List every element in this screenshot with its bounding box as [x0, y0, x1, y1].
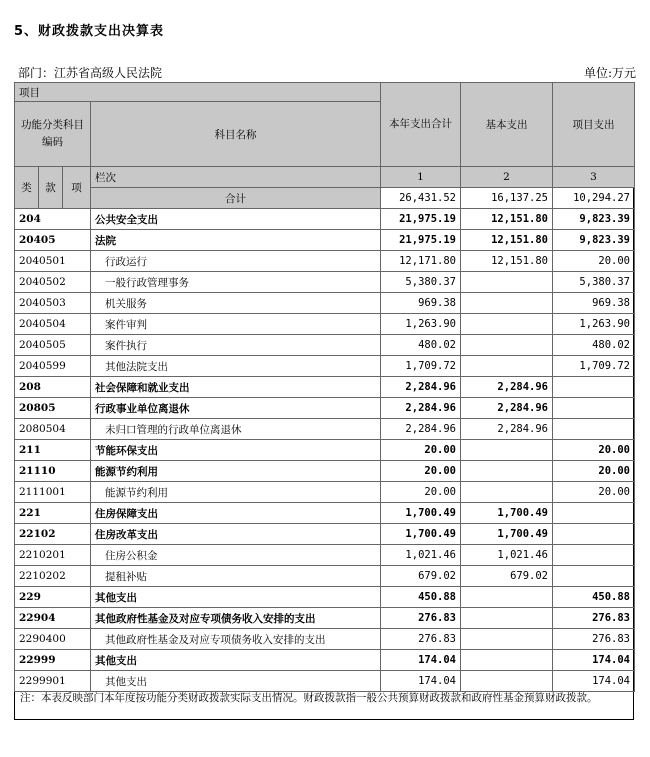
row-total: 20.00: [381, 482, 461, 503]
row-project: 174.04: [553, 650, 635, 671]
row-project: [553, 377, 635, 398]
row-code: 2040501: [15, 251, 91, 272]
row-code: 21110: [15, 461, 91, 482]
row-basic: [461, 671, 553, 692]
row-basic: 12,151.80: [461, 209, 553, 230]
row-project: 9,823.39: [553, 209, 635, 230]
row-project: [553, 566, 635, 587]
row-name: 节能环保支出: [91, 440, 381, 461]
row-code: 22102: [15, 524, 91, 545]
row-name: 社会保障和就业支出: [91, 377, 381, 398]
row-code: 208: [15, 377, 91, 398]
row-project: 5,380.37: [553, 272, 635, 293]
table-row: [15, 377, 635, 398]
row-code: 2040502: [15, 272, 91, 293]
row-name: 一般行政管理事务: [91, 272, 381, 293]
row-code: 2111001: [15, 482, 91, 503]
table-row: [15, 356, 635, 377]
table-row: [15, 461, 635, 482]
row-name: 住房公积金: [91, 545, 381, 566]
header-kuan: 款: [39, 167, 63, 209]
table-row: [15, 335, 635, 356]
row-project: [553, 419, 635, 440]
row-name: 其他法院支出: [91, 356, 381, 377]
header-col-project: 项目支出: [553, 83, 635, 167]
row-name: 其他支出: [91, 650, 381, 671]
row-basic: [461, 629, 553, 650]
row-name: 其他政府性基金及对应专项债务收入安排的支出: [91, 608, 381, 629]
row-name: 机关服务: [91, 293, 381, 314]
row-project: 450.88: [553, 587, 635, 608]
row-name: 案件执行: [91, 335, 381, 356]
row-basic: 1,021.46: [461, 545, 553, 566]
row-code: 2040503: [15, 293, 91, 314]
header-subject-name: 科目名称: [91, 102, 381, 167]
row-name: 公共安全支出: [91, 209, 381, 230]
header-idx-1: 1: [381, 167, 461, 188]
row-name: 其他支出: [91, 587, 381, 608]
row-code: 221: [15, 503, 91, 524]
row-total: 21,975.19: [381, 230, 461, 251]
header-lei: 类: [15, 167, 39, 209]
row-total: 20.00: [381, 440, 461, 461]
total-total: 26,431.52: [381, 188, 461, 209]
row-total: 1,700.49: [381, 524, 461, 545]
header-func-code: 功能分类科目编码: [15, 102, 91, 167]
table-row: [15, 314, 635, 335]
row-basic: [461, 314, 553, 335]
header-idx-3: 3: [553, 167, 635, 188]
row-project: 276.83: [553, 608, 635, 629]
table-row: [15, 209, 635, 230]
row-project: 20.00: [553, 482, 635, 503]
footnote: 注：本表反映部门本年度按功能分类财政拨款实际支出情况。财政拨款指一般公共预算财政拨款和政府性基金预算财政拨款。: [20, 692, 598, 704]
row-total: 450.88: [381, 587, 461, 608]
row-code: 2210202: [15, 566, 91, 587]
row-name: 能源节约利用: [91, 482, 381, 503]
row-total: 2,284.96: [381, 377, 461, 398]
row-total: 20.00: [381, 461, 461, 482]
row-total: 969.38: [381, 293, 461, 314]
row-project: [553, 545, 635, 566]
row-basic: 2,284.96: [461, 419, 553, 440]
row-total: 1,700.49: [381, 503, 461, 524]
row-project: 9,823.39: [553, 230, 635, 251]
row-basic: 2,284.96: [461, 377, 553, 398]
row-basic: [461, 650, 553, 671]
table-row: [15, 524, 635, 545]
row-total: 2,284.96: [381, 419, 461, 440]
header-idx-2: 2: [461, 167, 553, 188]
row-code: 22904: [15, 608, 91, 629]
table-row: [15, 251, 635, 272]
row-basic: [461, 293, 553, 314]
row-code: 2080504: [15, 419, 91, 440]
table-row: [15, 608, 635, 629]
row-basic: [461, 482, 553, 503]
row-total: 174.04: [381, 671, 461, 692]
row-project: 969.38: [553, 293, 635, 314]
row-code: 229: [15, 587, 91, 608]
row-total: 480.02: [381, 335, 461, 356]
row-code: 2040505: [15, 335, 91, 356]
row-basic: [461, 440, 553, 461]
row-total: 1,021.46: [381, 545, 461, 566]
department-label: 部门：江苏省高级人民法院: [18, 66, 163, 80]
page-title: 5、财政拨款支出决算表: [14, 24, 165, 39]
row-project: [553, 503, 635, 524]
row-name: 行政运行: [91, 251, 381, 272]
row-total: 5,380.37: [381, 272, 461, 293]
header-col-basic: 基本支出: [461, 83, 553, 167]
table-row: [15, 587, 635, 608]
row-basic: [461, 608, 553, 629]
table-row: [15, 671, 635, 692]
header-project: 项目: [15, 83, 381, 102]
table-row: [15, 293, 635, 314]
row-project: [553, 398, 635, 419]
row-name: 提租补贴: [91, 566, 381, 587]
unit-label: 单位:万元: [583, 66, 636, 80]
row-total: 2,284.96: [381, 398, 461, 419]
row-total: 21,975.19: [381, 209, 461, 230]
header-seq: 栏次: [91, 167, 381, 188]
row-basic: 679.02: [461, 566, 553, 587]
table-row: [15, 272, 635, 293]
table-row: [15, 650, 635, 671]
row-basic: [461, 461, 553, 482]
row-basic: 12,151.80: [461, 251, 553, 272]
row-project: 20.00: [553, 440, 635, 461]
table-row: [15, 230, 635, 251]
row-code: 2210201: [15, 545, 91, 566]
row-project: 20.00: [553, 251, 635, 272]
row-project: 276.83: [553, 629, 635, 650]
row-name: 其他政府性基金及对应专项债务收入安排的支出: [91, 629, 381, 650]
row-basic: 1,700.49: [461, 524, 553, 545]
row-total: 1,709.72: [381, 356, 461, 377]
total-label: 合计: [91, 188, 381, 209]
table-row: [15, 629, 635, 650]
table-row: [15, 440, 635, 461]
row-total: 276.83: [381, 629, 461, 650]
row-code: 20405: [15, 230, 91, 251]
table-row: [15, 566, 635, 587]
row-code: 2040504: [15, 314, 91, 335]
row-name: 法院: [91, 230, 381, 251]
row-basic: [461, 587, 553, 608]
row-project: 1,709.72: [553, 356, 635, 377]
row-code: 204: [15, 209, 91, 230]
row-code: 2299901: [15, 671, 91, 692]
row-name: 案件审判: [91, 314, 381, 335]
row-basic: 12,151.80: [461, 230, 553, 251]
header-col-total: 本年支出合计: [381, 83, 461, 167]
table-row: [15, 482, 635, 503]
row-code: 22999: [15, 650, 91, 671]
row-total: 1,263.90: [381, 314, 461, 335]
row-basic: [461, 335, 553, 356]
row-basic: 2,284.96: [461, 398, 553, 419]
total-basic: 16,137.25: [461, 188, 553, 209]
header-xiang: 项: [63, 167, 91, 209]
table-row: [15, 419, 635, 440]
row-basic: 1,700.49: [461, 503, 553, 524]
row-code: 2290400: [15, 629, 91, 650]
row-basic: [461, 272, 553, 293]
table-row: [15, 398, 635, 419]
table-row: [15, 545, 635, 566]
row-name: 行政事业单位离退休: [91, 398, 381, 419]
row-project: 1,263.90: [553, 314, 635, 335]
row-total: 12,171.80: [381, 251, 461, 272]
expenditure-table: [14, 82, 635, 698]
row-project: [553, 524, 635, 545]
row-name: 能源节约利用: [91, 461, 381, 482]
row-name: 未归口管理的行政单位离退休: [91, 419, 381, 440]
table-row: [15, 503, 635, 524]
row-project: 174.04: [553, 671, 635, 692]
total-project: 10,294.27: [553, 188, 635, 209]
row-name: 住房保障支出: [91, 503, 381, 524]
row-total: 276.83: [381, 608, 461, 629]
row-project: 480.02: [553, 335, 635, 356]
row-code: 20805: [15, 398, 91, 419]
row-code: 2040599: [15, 356, 91, 377]
row-project: 20.00: [553, 461, 635, 482]
row-name: 其他支出: [91, 671, 381, 692]
row-basic: [461, 356, 553, 377]
row-total: 174.04: [381, 650, 461, 671]
row-name: 住房改革支出: [91, 524, 381, 545]
row-code: 211: [15, 440, 91, 461]
row-total: 679.02: [381, 566, 461, 587]
